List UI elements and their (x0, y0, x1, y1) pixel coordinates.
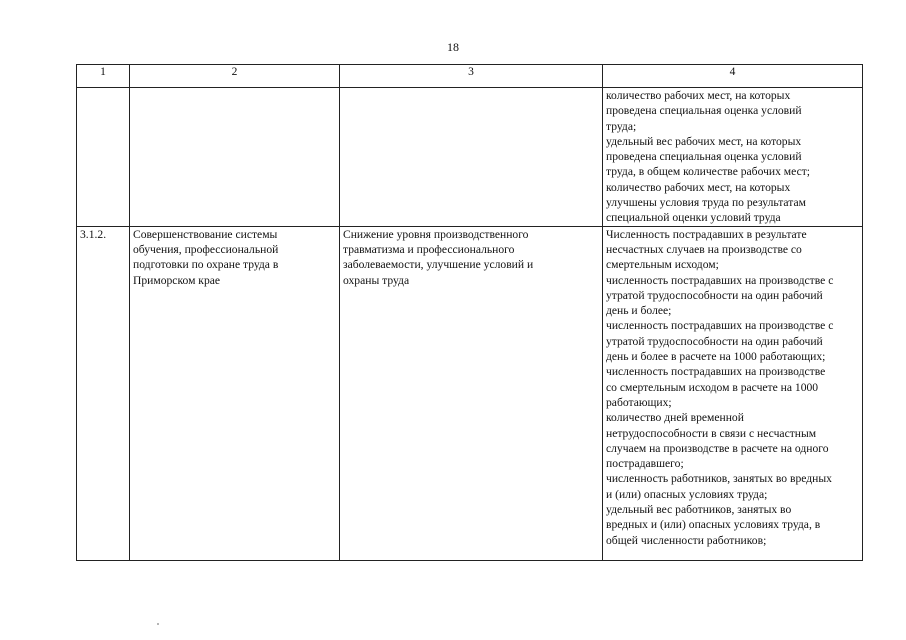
measure-cell (130, 226, 340, 560)
cell-line: труда, в общем количестве рабочих мест; (606, 165, 811, 179)
cell-line: смертельным исходом; (606, 258, 719, 272)
cell-line: пострадавшего; (606, 457, 684, 471)
cell-line: численность пострадавших на производстве с (606, 319, 834, 333)
cell-line: количество дней временной (606, 411, 744, 425)
cell-line: заболеваемости, улучшение условий и (343, 258, 534, 272)
cell-line: день и более; (606, 304, 672, 318)
cell-line: травматизма и профессионального (343, 242, 515, 256)
cell-line: общей численности работников; (606, 533, 767, 547)
cell-line: количество рабочих мест, на которых (606, 89, 791, 102)
row-number-cell (77, 88, 130, 227)
indicators-cell (603, 88, 863, 227)
goal-cell (340, 88, 603, 227)
indicators-table (76, 64, 863, 561)
indicators-cell (603, 226, 863, 560)
cell-line: проведена специальная оценка условий (606, 150, 802, 164)
table-row (77, 226, 863, 560)
measure-cell (130, 88, 340, 227)
table-row (77, 88, 863, 227)
cell-line: случаем на производстве в расчете на одного (606, 441, 829, 455)
cell-line: численность пострадавших на производстве (606, 365, 826, 379)
cell-line: день и более в расчете на 1000 работающих; (606, 350, 826, 364)
table-header-row (77, 65, 863, 88)
cell-line: вредных и (или) опасных условиях труда, в (606, 518, 821, 532)
cell-line: численность пострадавших на производстве с (606, 273, 834, 287)
cell-line: удельный вес рабочих мест, на которых (606, 134, 802, 148)
cell-line: Снижение уровня производственного (343, 227, 529, 241)
row-number-cell (77, 226, 130, 560)
header-cell-4: 4 (603, 65, 863, 88)
cell-line: обучения, профессиональной (133, 242, 279, 256)
cell-line: улучшены условия труда по результатам (606, 196, 806, 210)
cell-line: несчастных случаев на производстве со (606, 242, 802, 256)
cell-line: и (или) опасных условиях труда; (606, 487, 768, 501)
cell-line: Численность пострадавших в результате (606, 227, 807, 241)
cell-line: проведена специальная оценка условий (606, 104, 802, 118)
scan-speck (157, 623, 159, 625)
cell-line: утратой трудоспособности на один рабочий (606, 334, 823, 348)
header-cell-1: 1 (77, 65, 130, 88)
goal-cell (340, 226, 603, 560)
cell-line: со смертельным исходом в расчете на 1000 (606, 380, 819, 394)
cell-line: утратой трудоспособности на один рабочий (606, 288, 823, 302)
cell-line: работающих; (606, 395, 672, 409)
cell-line: Приморском крае (133, 273, 221, 287)
header-cell-2: 2 (130, 65, 340, 88)
page-number: 18 (447, 40, 459, 54)
cell-line: труда; (606, 119, 637, 133)
cell-line: удельный вес работников, занятых во (606, 503, 792, 517)
cell-line: охраны труда (343, 273, 410, 287)
cell-line: численность работников, занятых во вредных (606, 472, 832, 486)
row-number: 3.1.2. (80, 227, 107, 241)
cell-line: специальной оценки условий труда (606, 211, 781, 225)
cell-line: подготовки по охране труда в (133, 258, 279, 272)
cell-line: Совершенствование системы (133, 227, 278, 241)
header-cell-3: 3 (340, 65, 603, 88)
cell-line: нетрудоспособности в связи с несчастным (606, 426, 817, 440)
cell-line: количество рабочих мест, на которых (606, 180, 791, 194)
